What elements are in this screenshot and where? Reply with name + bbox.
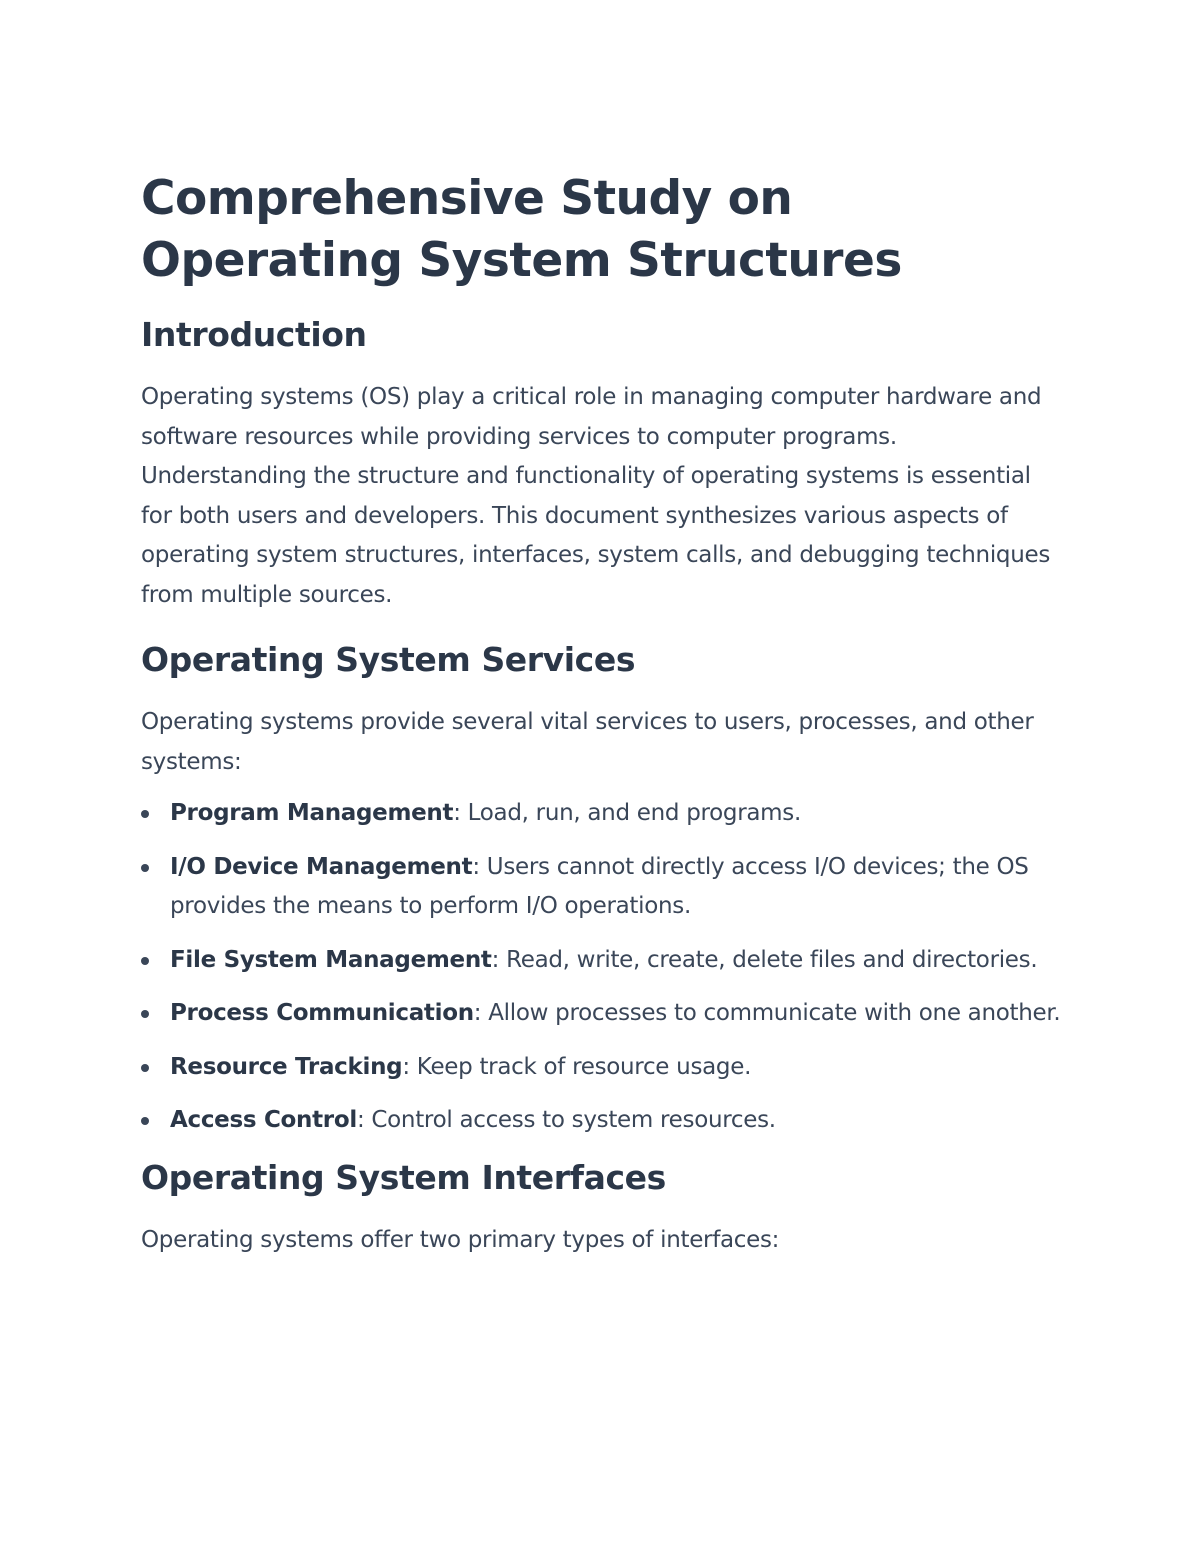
bullet-icon: [141, 957, 149, 965]
services-paragraph: Operating systems provide several vital services to users, processes, and other systems:: [141, 709, 1034, 775]
list-item: [141, 848, 1061, 927]
list-item-description: : Read, write, create, delete files and directories.: [491, 946, 1038, 973]
interfaces-paragraph: Operating systems offer two primary types of interfaces:: [141, 1226, 780, 1253]
list-item: [141, 941, 1061, 981]
services-heading: Operating System Services: [141, 640, 636, 679]
bullet-icon: [141, 810, 149, 818]
bullet-icon: [141, 1117, 149, 1125]
list-item-term: Program Management: [170, 800, 454, 826]
bullet-icon: [141, 864, 149, 872]
list-item-term: Process Communication: [170, 1000, 474, 1026]
list-item-description: : Users cannot directly access I/O devices; the OS provides the means to perform I/O operations.: [170, 853, 1029, 919]
list-item-term: Resource Tracking: [170, 1053, 403, 1080]
document-page: [141, 168, 1061, 1260]
list-item-description: : Control access to system resources.: [356, 1107, 776, 1133]
bullet-icon: [141, 1064, 149, 1072]
list-item-term: I/O Device Management: [170, 853, 473, 880]
list-item-description: : Keep track of resource usage.: [402, 1053, 752, 1080]
list-item-description: : Allow processes to communicate with one another.: [473, 1000, 1061, 1026]
introduction-paragraph: Operating systems (OS) play a critical role in managing computer hardware and software resources while providing services to computer programs. Understanding the structure and functionality of operating systems is essential for both users and developers. This document synthesizes various aspects of operating system structures, interfaces, system calls, and debugging techniques from multiple sources.: [141, 384, 1051, 608]
list-item-term: File System Management: [170, 946, 492, 973]
list-item: [141, 794, 1061, 834]
services-list: [141, 794, 1061, 1141]
list-item: [141, 1048, 1061, 1088]
list-item: [141, 994, 1061, 1034]
interfaces-heading: Operating System Interfaces: [141, 1157, 666, 1197]
introduction-heading: Introduction: [141, 315, 367, 354]
list-item: [141, 1101, 1061, 1141]
list-item-term: Access Control: [170, 1107, 357, 1133]
list-item-description: : Load, run, and end programs.: [453, 800, 801, 826]
document-title: Comprehensive Study on Operating System Structures: [141, 171, 902, 288]
bullet-icon: [141, 1010, 149, 1018]
